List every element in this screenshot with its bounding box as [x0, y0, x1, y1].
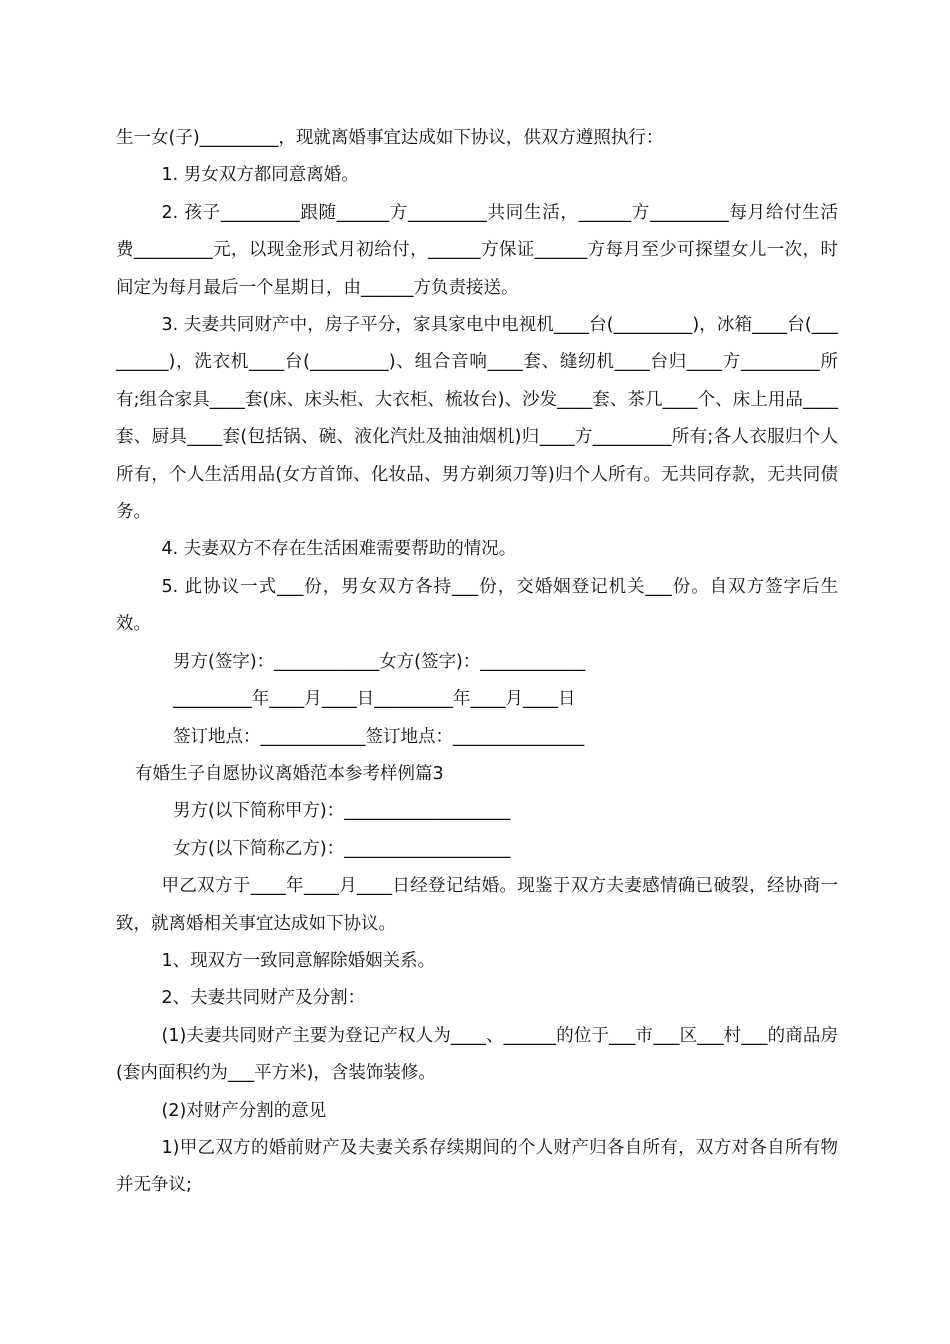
paragraph-item-1: 1、现双方一致同意解除婚姻关系。 [161, 950, 436, 971]
paragraph-item-2: 2、夫妻共同财产及分割： [161, 988, 366, 1009]
paragraph-clause-4: 4. 夫妻双方不存在生活困难需要帮助的情况。 [161, 539, 517, 560]
signature-line: 男方(签字)：____________女方(签字)：____________ [173, 651, 586, 672]
paragraph-clause-3-property: 3. 夫妻共同财产中，房子平分，家具家电中电视机____台(_________)，冰箱____台(_________)，洗衣机____台(_________)、组合音响____套、缝纫机____台归____方_________所有;组合家具____套(床、床头柜、大衣柜、梳妆台)、沙发____套、茶几____个、床上用品____套、厨具____套(包括锅、碗、液化汽灶及抽油烟机)归____方_________所有;各人衣服归个人所有，个人生活用品(女方首饰、化妆品、男方剃须刀等)归个人所有。无共同存款，无共同债务。 [116, 315, 838, 523]
party-b-line: 女方(以下简称乙方)：___________________ [173, 838, 511, 859]
paragraph-clause-5: 5. 此协议一式___份，男女双方各持___份，交婚姻登记机关___份。自双方签字后生效。 [116, 576, 838, 635]
date-line: _________年____月____日_________年____月____日 [173, 689, 576, 710]
paragraph-intro-agreement: 生一女(子)_________，现就离婚事宜达成如下协议，供双方遵照执行： [116, 128, 664, 148]
paragraph-item-2-1: (1)夫妻共同财产主要为登记产权人为____、______的位于___市___区___村___的商品房(套内面积约为___平方米)，含装饰装修。 [116, 1025, 838, 1084]
section-heading: 有婚生子自愿协议离婚范本参考样例篇3 [135, 763, 444, 784]
paragraph-marriage-intro: 甲乙双方于____年____月____日经登记结婚。现鉴于双方夫妻感情确已破裂，经协商一致，就离婚相关事宜达成如下协议。 [116, 876, 838, 934]
paragraph-item-2-2-1: 1)甲乙双方的婚前财产及夫妻关系存续期间的个人财产归各自所有，双方对各自所有物并无争议; [116, 1137, 838, 1196]
signing-place-line: 签订地点：____________签订地点：_______________ [173, 726, 585, 747]
party-a-line: 男方(以下简称甲方)：___________________ [173, 801, 511, 822]
paragraph-item-2-2: (2)对财产分割的意见 [161, 1100, 327, 1121]
paragraph-clause-1: 1. 男女双方都同意离婚。 [161, 165, 359, 186]
paragraph-clause-2-custody: 2. 孩子_________跟随______方_________共同生活，______方_________每月给付生活费_________元，以现金形式月初给付，______方保证______方每月至少可探望女儿一次，时间定为每月最后一个星期日，由______方负责接送。 [116, 202, 838, 298]
document-body [116, 120, 838, 1205]
